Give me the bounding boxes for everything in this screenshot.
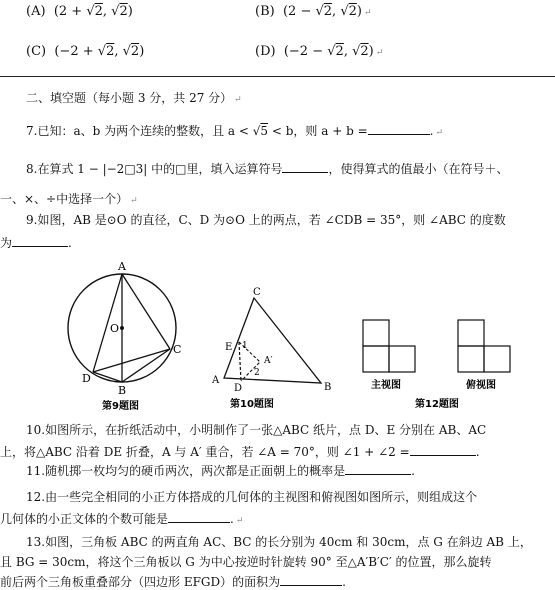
question-8-line2: 一、×、÷中选择一个） ↵ <box>0 192 138 206</box>
label-b: B <box>118 384 127 397</box>
label-top-view: 俯视图 <box>466 380 496 391</box>
question-8-line1: 8.在算式 1 − |−2□3| 中的□里，填入运算符号 ，使得算式的值最小（在符号＋、 <box>26 162 509 176</box>
label-b: B <box>324 382 332 393</box>
question-13-line3: 前后两个三角板重叠部分（四边形 EFGD）的面积为 . <box>0 575 346 589</box>
answer-blank[interactable] <box>410 444 476 456</box>
answer-blank[interactable] <box>345 463 411 475</box>
front-view <box>363 320 415 372</box>
option-c: (C) (−2 + √2, √2) <box>26 44 145 59</box>
question-9-line1: 9.如图，AB 是⊙O 的直径，C、D 为⊙O 上的两点，若 ∠CDB = 35°，则 ∠ABC 的度数 <box>26 213 506 227</box>
question-13-line1: 13.如图，三角板 ABC 的两直角 AC、BC 的长分别为 40cm 和 30cm，点 G 在斜边 AB 上， <box>26 535 532 549</box>
question-12-line2: 几何体的小正文体的个数可能是 . ↵ <box>0 512 244 526</box>
label-e: E <box>225 342 233 353</box>
figure-10 <box>208 284 343 414</box>
label-c: C <box>173 343 182 356</box>
label-a: A <box>212 375 220 386</box>
caption-fig9: 第9题图 <box>102 401 139 412</box>
fold-line-de <box>239 342 241 381</box>
label-a: A <box>118 260 126 273</box>
separator-rule <box>0 76 555 77</box>
question-9-line2: 为 . <box>0 236 72 250</box>
label-angle-1: 1 <box>242 341 248 351</box>
top-view <box>458 320 510 372</box>
question-10-line2: 上，将△ABC 沿着 DE 折叠，A 与 A′ 重合，若 ∠A = 70°，则 ∠1 + ∠2 = . <box>0 445 480 459</box>
label-o: O <box>110 322 120 335</box>
caption-fig10: 第10题图 <box>230 399 274 410</box>
option-b: (B) (2 − √2, √2) ↵ <box>255 4 372 19</box>
answer-blank[interactable] <box>282 161 328 173</box>
answer-blank[interactable] <box>280 574 342 586</box>
question-7: 7.已知：a、b 为两个连续的整数，且 a < √5 < b，则 a + b = . ↵ <box>26 124 444 138</box>
figure-12 <box>355 312 545 412</box>
answer-blank[interactable] <box>12 235 68 247</box>
caption-fig12: 第12题图 <box>415 399 459 410</box>
question-10-line1: 10.如图所示，在折纸活动中，小明制作了一张△ABC 纸片，点 D、E 分别在 AB、AC <box>26 423 487 437</box>
question-11: 11.随机掷一枚均匀的硬币两次，两次都是正面朝上的概率是 . <box>26 464 415 478</box>
triangle-abc <box>224 298 321 383</box>
answer-blank[interactable] <box>368 123 430 135</box>
option-a: (A) (2 + √2, √2) <box>26 4 133 19</box>
label-a-prime: A′ <box>264 356 273 366</box>
option-d: (D) (−2 − √2, √2) ↵ <box>255 44 384 59</box>
question-12-line1: 12.由一些完全相同的小正方体搭成的几何体的主视图和俯视图如图所示，则组成这个 <box>26 490 478 504</box>
center-point <box>120 326 124 330</box>
figure-9 <box>60 258 195 414</box>
label-front-view: 主视图 <box>371 380 401 391</box>
answer-blank[interactable] <box>168 511 230 523</box>
label-c: C <box>253 287 261 298</box>
label-d: D <box>234 383 243 394</box>
section-title: 二、填空题（每小题 3 分，共 27 分） ↵ <box>26 91 242 105</box>
label-angle-2: 2 <box>254 368 260 378</box>
question-13-line2: 且 BG = 30cm，将这个三角板以 G 为中心按逆时针旋转 90° 至△A′B′C′ 的位置，那么旋转 <box>0 555 492 569</box>
label-d: D <box>82 372 91 385</box>
segment-ac <box>122 274 170 349</box>
